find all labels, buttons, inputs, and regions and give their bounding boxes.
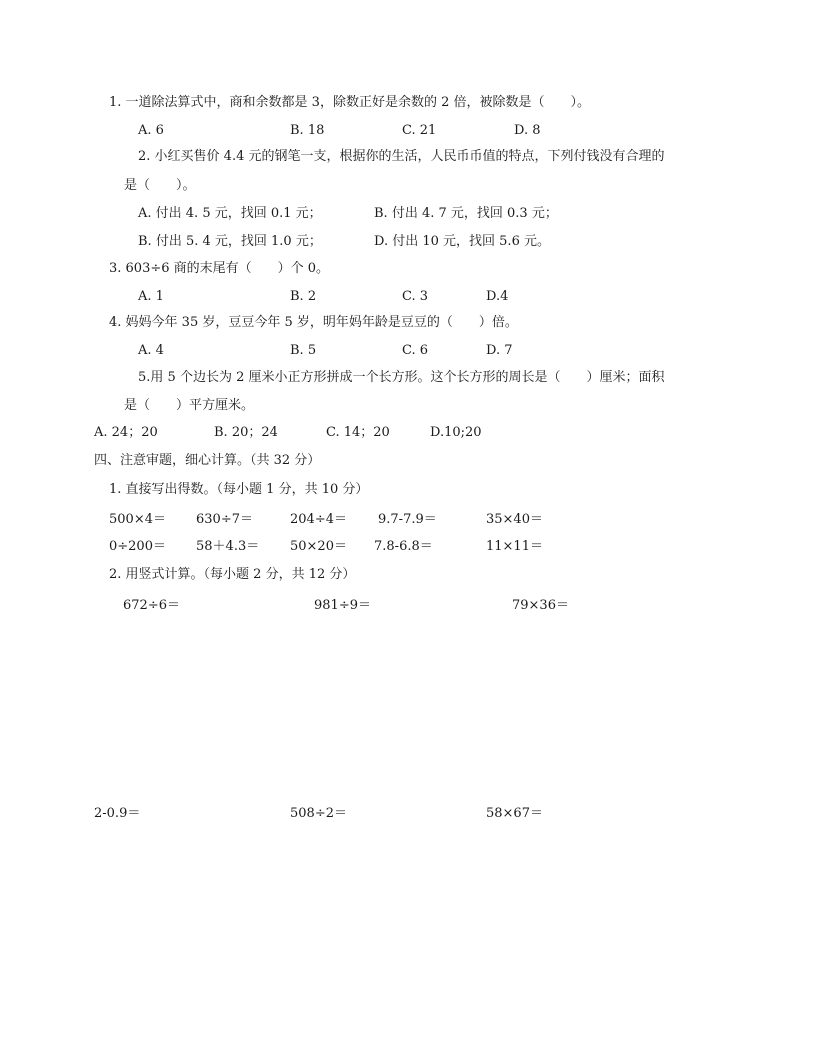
question-5-stem-line1: 5.用 5 个边长为 2 厘米小正方形拼成一个长方形。这个长方形的周长是（ ）厘米；面积 xyxy=(138,370,665,385)
mental-math-item: 9.7-7.9＝ xyxy=(378,512,437,527)
question-3-option-b: B. 2 xyxy=(290,289,317,304)
question-3-stem: 3. 603÷6 商的末尾有（ ）个 0。 xyxy=(109,261,330,276)
question-3-option-c: C. 3 xyxy=(402,289,429,304)
question-2-option-c: B. 付出 5. 4 元，找回 1.0 元； xyxy=(138,234,322,249)
mental-math-item: 35×40＝ xyxy=(486,512,543,527)
question-2-stem-line2: 是（ ）。 xyxy=(124,178,196,193)
question-4-option-a: A. 4 xyxy=(138,343,164,358)
vertical-calc-item: 2-0.9＝ xyxy=(94,806,141,821)
vertical-calc-item: 508÷2＝ xyxy=(290,806,347,821)
mental-math-item: 7.8-6.8＝ xyxy=(374,539,433,554)
question-3-option-d: D.4 xyxy=(486,289,509,304)
question-2-option-a: A. 付出 4. 5 元，找回 0.1 元； xyxy=(138,206,322,221)
question-1-stem: 1. 一道除法算式中，商和余数都是 3，除数正好是余数的 2 倍，被除数是（ ）。 xyxy=(109,95,590,110)
part-1-title: 1. 直接写出得数。（每小题 1 分，共 10 分） xyxy=(109,482,369,497)
mental-math-item: 500×4＝ xyxy=(109,512,166,527)
vertical-calc-item: 79×36＝ xyxy=(512,598,569,613)
section-4-title: 四、注意审题，细心计算。（共 32 分） xyxy=(94,453,321,468)
question-1-option-b: B. 18 xyxy=(290,123,325,138)
question-1-option-d: D. 8 xyxy=(514,123,541,138)
question-3-option-a: A. 1 xyxy=(138,289,164,304)
question-2-option-b: B. 付出 4. 7 元，找回 0.3 元； xyxy=(374,206,558,221)
question-4-option-d: D. 7 xyxy=(486,343,513,358)
question-1-option-a: A. 6 xyxy=(138,123,164,138)
question-4-stem: 4. 妈妈今年 35 岁，豆豆今年 5 岁，明年妈年龄是豆豆的（ ）倍。 xyxy=(109,315,518,330)
question-2-option-d: D. 付出 10 元，找回 5.6 元。 xyxy=(374,234,550,249)
question-5-option-d: D.10;20 xyxy=(430,425,482,440)
question-5-option-c: C. 14；20 xyxy=(326,425,390,440)
mental-math-item: 630÷7＝ xyxy=(196,512,253,527)
part-2-title: 2. 用竖式计算。（每小题 2 分，共 12 分） xyxy=(109,567,356,582)
mental-math-item: 0÷200＝ xyxy=(109,539,166,554)
question-1-option-c: C. 21 xyxy=(402,123,437,138)
mental-math-item: 204÷4＝ xyxy=(290,512,347,527)
mental-math-item: 50×20＝ xyxy=(290,539,347,554)
question-4-option-b: B. 5 xyxy=(290,343,317,358)
question-5-stem-line2: 是（ ）平方厘米。 xyxy=(124,398,255,413)
mental-math-item: 58＋4.3＝ xyxy=(196,539,260,554)
question-2-stem-line1: 2. 小红买售价 4.4 元的钢笔一支，根据你的生活，人民币币值的特点，下列付钱没有合理的 xyxy=(138,149,665,164)
vertical-calc-item: 981÷9＝ xyxy=(314,598,371,613)
mental-math-item: 11×11＝ xyxy=(486,539,543,554)
vertical-calc-item: 58×67＝ xyxy=(486,806,543,821)
question-5-option-b: B. 20；24 xyxy=(214,425,278,440)
question-5-option-a: A. 24；20 xyxy=(94,425,158,440)
vertical-calc-item: 672÷6＝ xyxy=(123,598,180,613)
question-4-option-c: C. 6 xyxy=(402,343,429,358)
